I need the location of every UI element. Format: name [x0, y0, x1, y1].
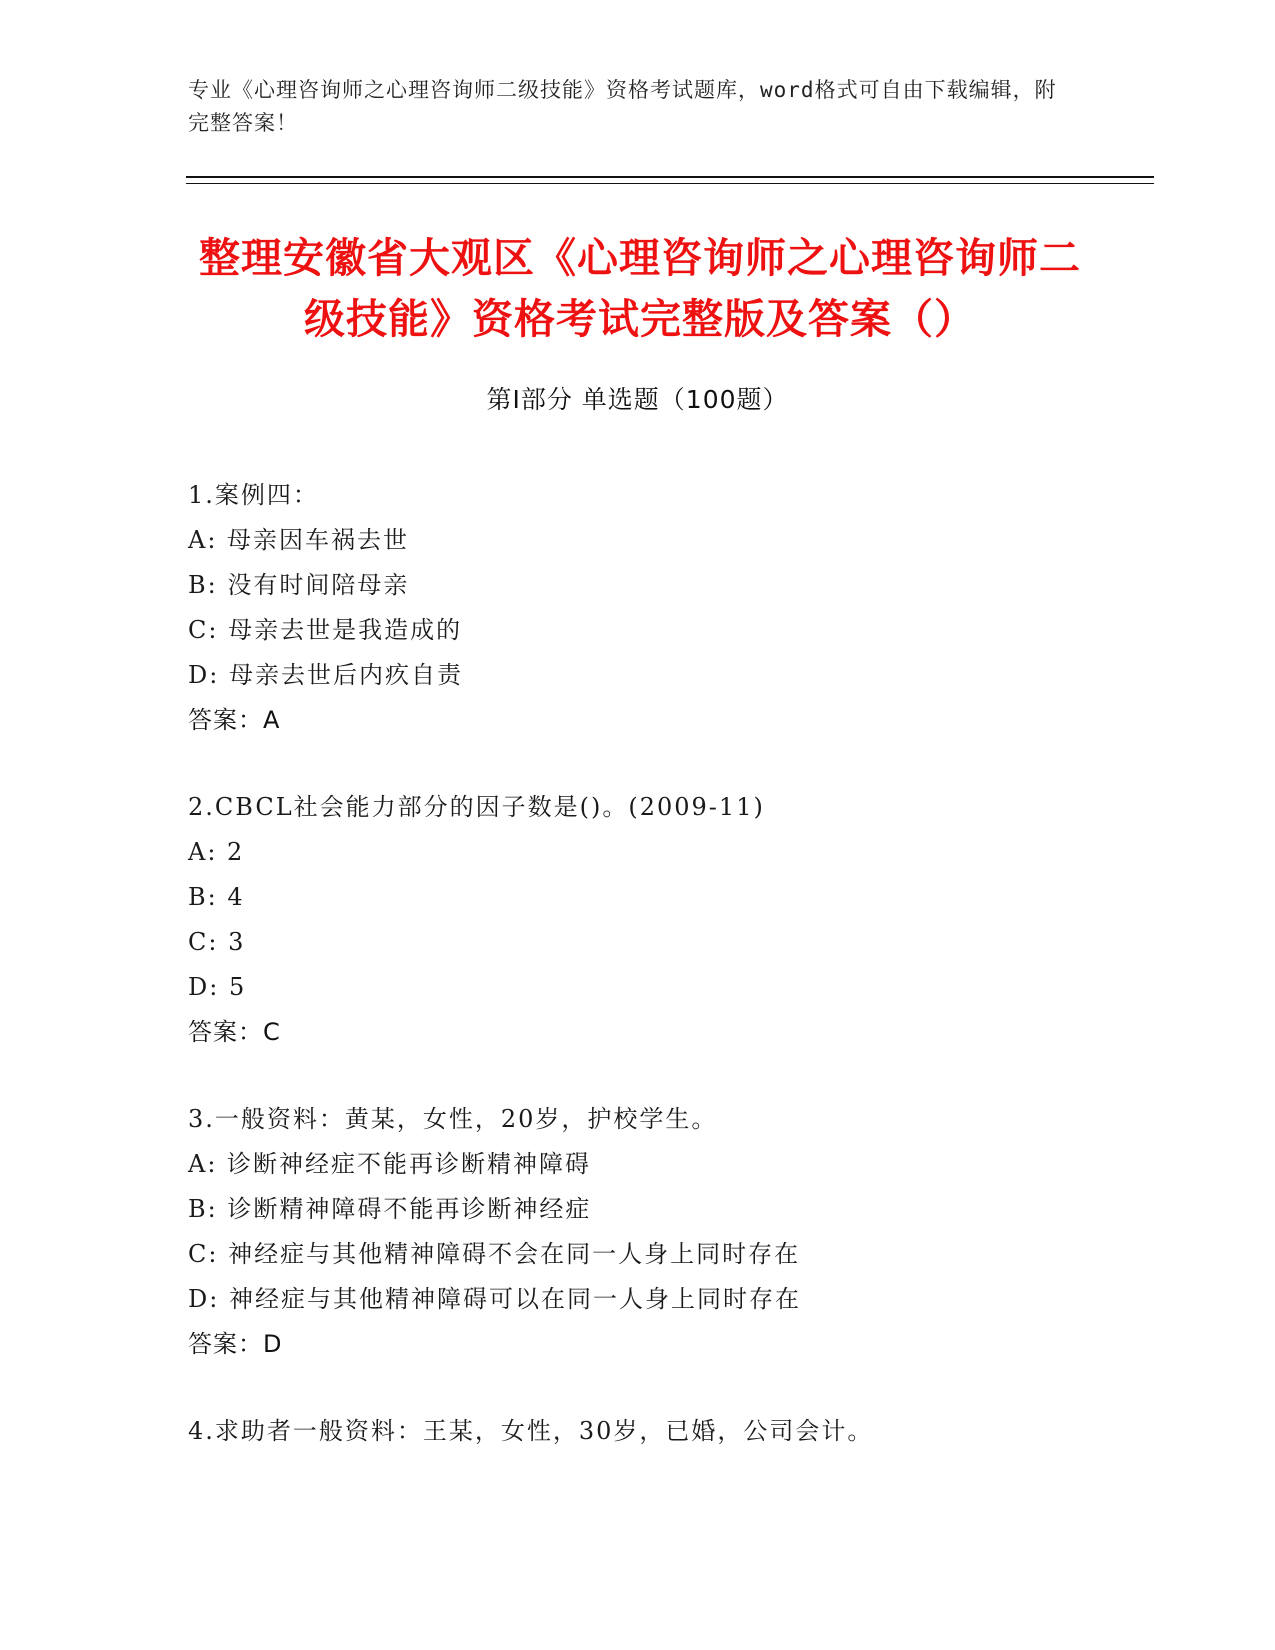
option-c: C: 3: [188, 928, 246, 956]
question-stem: 3.一般资料：黄某，女性，20岁，护校学生。: [188, 1105, 718, 1133]
question-4: [188, 1409, 1168, 1454]
header-note: 专业《心理咨询师之心理咨询师二级技能》资格考试题库，word格式可自由下载编辑，附完整答案！: [188, 78, 1057, 135]
answer: 答案：D: [188, 1330, 283, 1358]
header-divider-thin: [186, 183, 1154, 184]
option-b: B: 诊断精神障碍不能再诊断神经症: [188, 1195, 592, 1223]
question-stem: 1.案例四：: [188, 481, 319, 509]
question-list: [188, 473, 1168, 1496]
header-divider: [186, 176, 1154, 178]
document-title: 整理安徽省大观区《心理咨询师之心理咨询师二级技能》资格考试完整版及答案（）: [199, 234, 1081, 343]
option-d: D: 神经症与其他精神障碍可以在同一人身上同时存在: [188, 1285, 801, 1313]
option-b: B: 4: [188, 883, 245, 911]
answer: 答案：A: [188, 706, 281, 734]
option-b: B: 没有时间陪母亲: [188, 571, 410, 599]
option-a: A: 2: [188, 838, 245, 866]
section-heading: 第Ⅰ部分 单选题（100题）: [486, 385, 789, 414]
option-a: A: 诊断神经症不能再诊断精神障碍: [188, 1150, 592, 1178]
option-d: D: 母亲去世后内疚自责: [188, 661, 463, 689]
option-d: D: 5: [188, 973, 247, 1001]
question-3: [188, 1097, 1168, 1367]
question-2: [188, 785, 1168, 1055]
option-c: C: 神经症与其他精神障碍不会在同一人身上同时存在: [188, 1240, 801, 1268]
answer: 答案：C: [188, 1018, 281, 1046]
question-1: [188, 473, 1168, 743]
question-stem: 4.求助者一般资料：王某，女性，30岁，已婚，公司会计。: [188, 1417, 874, 1445]
option-c: C: 母亲去世是我造成的: [188, 616, 463, 644]
option-a: A: 母亲因车祸去世: [188, 526, 410, 554]
question-stem: 2.CBCL社会能力部分的因子数是()。(2009-11): [188, 793, 765, 821]
